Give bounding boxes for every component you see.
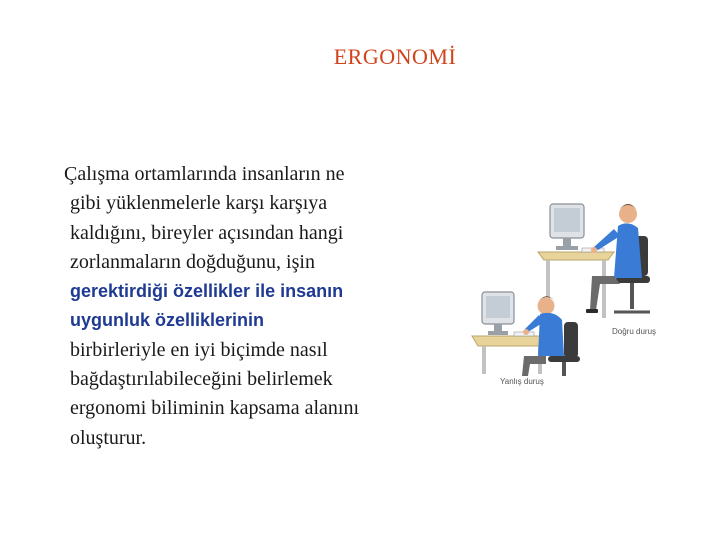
wrong-posture-figure: [472, 292, 580, 376]
paragraph-line: oluşturur.: [70, 426, 147, 449]
paragraph-line: birbirleriyle en iyi biçimde nasıl: [70, 338, 328, 361]
paragraph-line: kaldığını, bireyler açısından hangi: [70, 221, 344, 244]
paragraph-line: bağdaştırılabileceğini belirlemek: [70, 368, 333, 391]
paragraph-line: Çalışma ortamlarında insanların ne: [64, 163, 345, 185]
correct-posture-figure: [538, 204, 650, 318]
paragraph-line-highlight: gerektirdiği özellikler ile insanın: [70, 281, 344, 302]
paragraph-line: ergonomi biliminin kapsama alanını: [70, 397, 360, 420]
paragraph-line-highlight: uygunluk özelliklerinin: [70, 310, 265, 331]
ergonomics-illustration: [468, 196, 678, 390]
page-title: ERGONOMİ: [333, 44, 457, 69]
body-paragraph: [64, 160, 424, 453]
caption-wrong-posture: Yanlış duruş: [500, 377, 544, 386]
paragraph-line: zorlanmaların doğduğunu, işin: [70, 250, 315, 273]
paragraph-line: gibi yüklenmelerle karşı karşıya: [70, 192, 328, 215]
caption-correct-posture: Doğru duruş: [612, 327, 657, 336]
